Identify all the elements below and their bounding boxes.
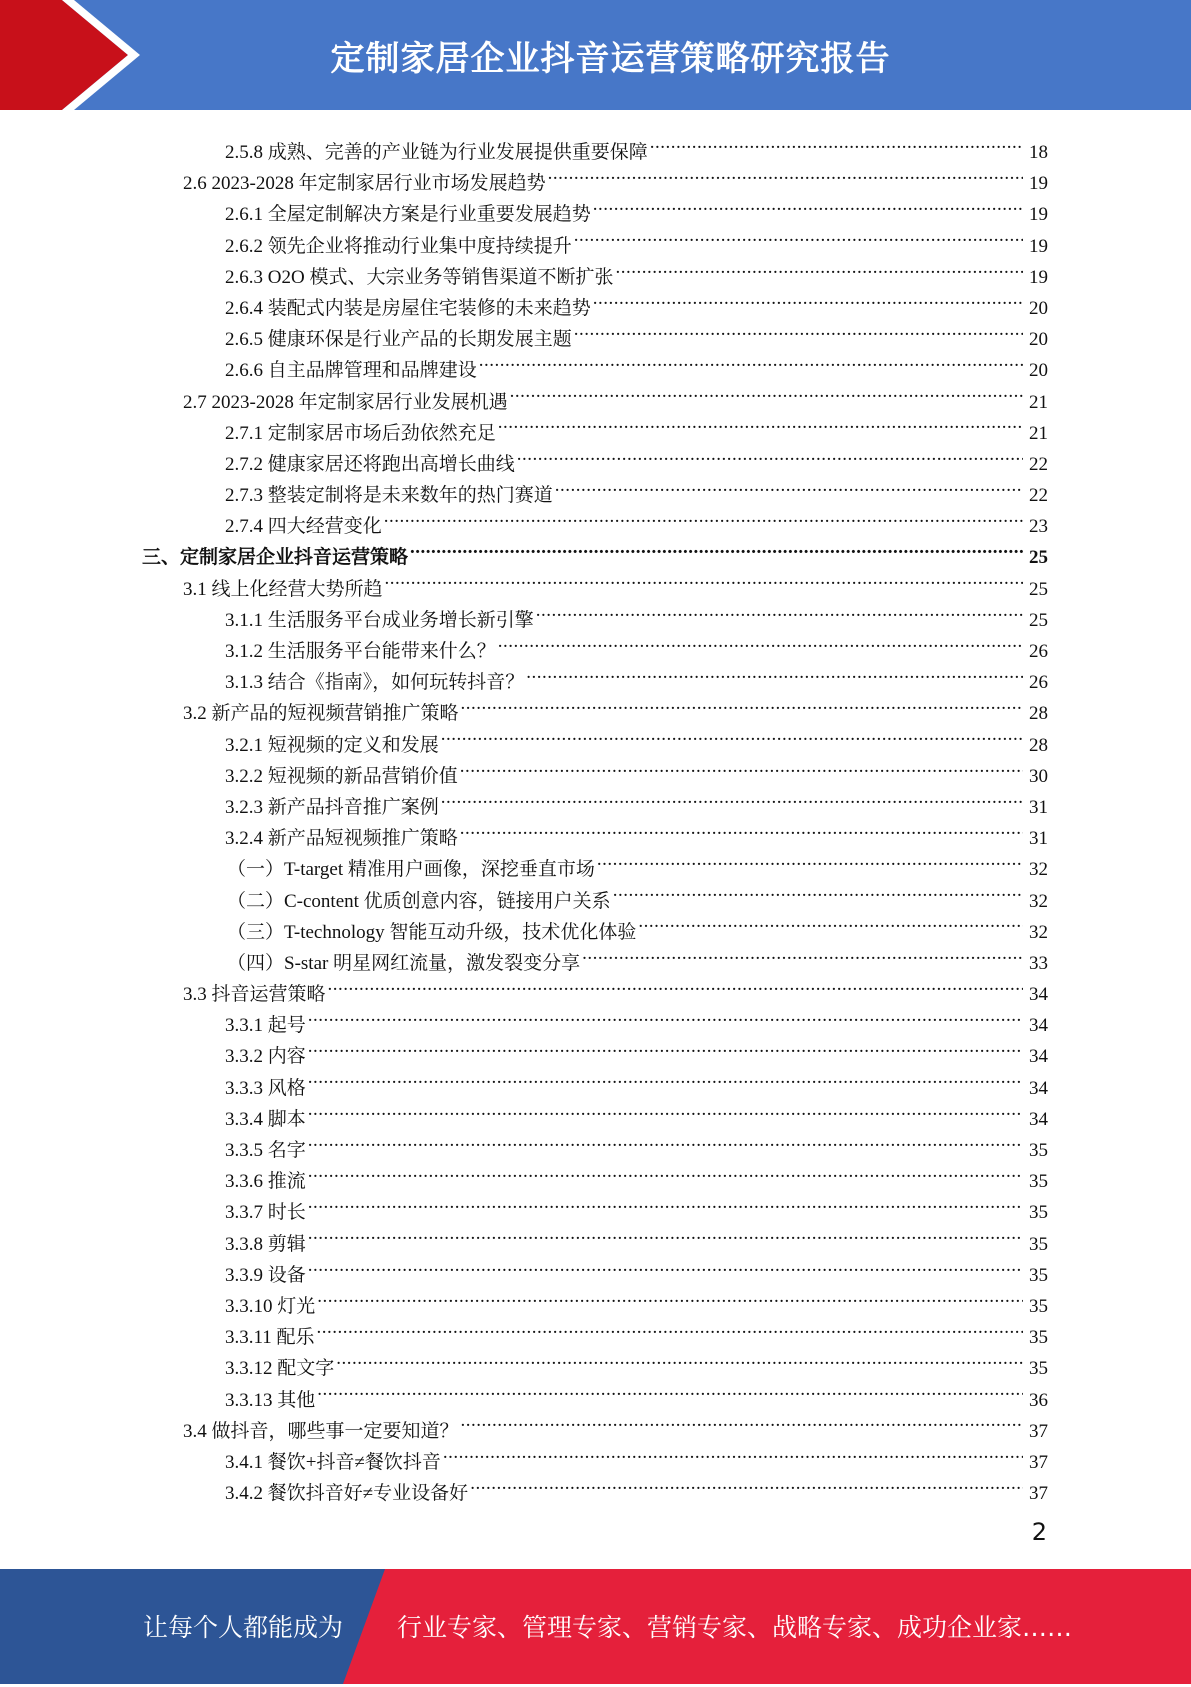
toc-dot-leader xyxy=(308,1125,1023,1156)
toc-entry-title: 2.7.2 健康家居还将跑出高增长曲线 xyxy=(225,453,515,475)
toc-entry-title: 3.3.10 灯光 xyxy=(225,1295,316,1317)
toc-entry[interactable] xyxy=(225,1468,1191,1505)
toc-entry-page: 22 xyxy=(1029,453,1048,475)
toc-entry[interactable] xyxy=(183,377,1191,413)
toc-entry-title: 3.4.2 餐饮抖音好≠专业设备好 xyxy=(225,1483,469,1505)
toc-entry-page: 25 xyxy=(1029,578,1048,600)
toc-entry[interactable] xyxy=(225,470,1191,507)
toc-dot-leader xyxy=(615,252,1023,283)
toc-dot-leader xyxy=(461,1406,1023,1437)
toc-entry-title: 3.1 线上化经营大势所趋 xyxy=(183,578,383,600)
toc-entry-page: 19 xyxy=(1029,235,1048,257)
toc-dot-leader xyxy=(582,938,1023,969)
toc-entry[interactable] xyxy=(225,782,1191,818)
toc-dot-leader xyxy=(526,657,1023,688)
toc-entry-title: 3.3.11 配乐 xyxy=(225,1327,315,1349)
toc-dot-leader xyxy=(308,1000,1023,1031)
toc-dot-leader xyxy=(498,626,1023,657)
toc-entry-title: 3.3.9 设备 xyxy=(225,1264,306,1286)
toc-entry[interactable] xyxy=(183,688,1191,725)
toc-entry[interactable] xyxy=(225,1063,1191,1099)
toc-entry-page: 23 xyxy=(1029,516,1048,538)
toc-entry-page: 19 xyxy=(1029,173,1048,195)
toc-entry-page: 35 xyxy=(1029,1202,1048,1224)
toc-entry[interactable] xyxy=(225,813,1191,850)
toc-entry-title: 3.3.12 配文字 xyxy=(225,1358,335,1380)
toc-entry-title: 3.3.3 风格 xyxy=(225,1077,306,1099)
toc-entry-title: 2.6.1 全屋定制解决方案是行业重要发展趋势 xyxy=(225,204,591,226)
toc-entry-title: 2.7 2023-2028 年定制家居行业发展机遇 xyxy=(183,391,508,413)
toc-dot-leader xyxy=(308,1219,1023,1250)
toc-entry-title: 3.4 做抖音，哪些事一定要知道？ xyxy=(183,1420,459,1442)
toc-dot-leader xyxy=(317,1312,1023,1343)
toc-entry-title: 2.6 2023-2028 年定制家居行业市场发展趋势 xyxy=(183,173,546,195)
toc-dot-leader xyxy=(460,751,1023,782)
toc-dot-leader xyxy=(517,439,1023,470)
toc-dot-leader xyxy=(308,1187,1023,1218)
toc-entry[interactable] xyxy=(225,314,1191,351)
toc-entry-page: 18 xyxy=(1029,142,1048,163)
footer-slogan: 让每个人都能成为 xyxy=(143,1613,344,1642)
toc-entry-page: 26 xyxy=(1029,641,1048,662)
toc-entry[interactable] xyxy=(225,345,1191,382)
toc-entry-page: 34 xyxy=(1029,984,1048,1006)
toc-dot-leader xyxy=(638,907,1023,938)
toc-entry[interactable] xyxy=(225,1125,1191,1161)
toc-entry-title: 3.2.1 短视频的定义和发展 xyxy=(225,734,439,756)
toc-entry-title: 3.1.1 生活服务平台成业务增长新引擎 xyxy=(225,609,534,631)
toc-entry-page: 21 xyxy=(1029,422,1048,444)
toc-entry[interactable] xyxy=(225,1437,1191,1473)
toc-entry[interactable] xyxy=(225,127,1191,163)
toc-entry[interactable] xyxy=(225,501,1191,538)
toc-entry-title: 2.7.4 四大经营变化 xyxy=(225,516,382,538)
toc-entry-title: 3.3.1 起号 xyxy=(225,1015,306,1037)
toc-entry[interactable] xyxy=(225,408,1191,444)
toc-entry-title: 3.3.7 时长 xyxy=(225,1202,306,1224)
toc-entry-page: 19 xyxy=(1029,204,1048,226)
toc-dot-leader xyxy=(336,1343,1023,1374)
toc-entry-page: 37 xyxy=(1029,1451,1048,1473)
toc-dot-leader xyxy=(536,595,1023,626)
toc-entry-title: （二）C-content 优质创意内容，链接用户关系 xyxy=(227,890,611,912)
toc-entry-title: 2.6.3 O2O 模式、大宗业务等销售渠道不断扩张 xyxy=(225,266,614,288)
toc-entry-page: 20 xyxy=(1029,297,1048,319)
toc-entry-page: 28 xyxy=(1029,734,1048,756)
toc-entry-title: 3.3.4 脚本 xyxy=(225,1108,306,1130)
toc-entry[interactable] xyxy=(227,876,1191,912)
toc-entry-title: 2.6.6 自主品牌管理和品牌建设 xyxy=(225,360,477,382)
toc-entry-page: 34 xyxy=(1029,1046,1048,1068)
toc-entry-page: 20 xyxy=(1029,329,1048,351)
toc-dot-leader xyxy=(308,1156,1023,1187)
toc-entry-page: 35 xyxy=(1029,1295,1048,1317)
toc-entry-title: 三、定制家居企业抖音运营策略 xyxy=(142,547,409,569)
toc-entry-page: 28 xyxy=(1029,703,1048,725)
toc-entry[interactable] xyxy=(227,844,1191,881)
toc-entry-title: 3.3 抖音运营策略 xyxy=(183,984,326,1006)
toc-dot-leader xyxy=(441,720,1023,751)
toc-entry-title: 2.6.5 健康环保是行业产品的长期发展主题 xyxy=(225,329,572,351)
toc-entry-page: 31 xyxy=(1029,828,1048,850)
toc-dot-leader xyxy=(308,1063,1023,1094)
toc-entry-title: 3.1.2 生活服务平台能带来什么？ xyxy=(225,641,496,662)
toc-entry-title: 2.5.8 成熟、完善的产业链为行业发展提供重要保障 xyxy=(225,142,648,163)
toc-entry-page: 32 xyxy=(1029,859,1048,881)
toc-entry-page: 19 xyxy=(1029,266,1048,288)
toc-entry-page: 34 xyxy=(1029,1108,1048,1130)
toc-entry-title: 3.2.2 短视频的新品营销价值 xyxy=(225,765,458,787)
toc-entry[interactable] xyxy=(225,189,1191,226)
toc-entry[interactable] xyxy=(225,1343,1191,1380)
footer-roles: 行业专家、管理专家、营销专家、战略专家、成功企业家…… xyxy=(397,1613,1073,1642)
toc-entry[interactable] xyxy=(142,532,1191,569)
toc-entry[interactable] xyxy=(183,1406,1191,1442)
toc-entry-page: 34 xyxy=(1029,1077,1048,1099)
toc-entry[interactable] xyxy=(183,158,1191,195)
toc-entry-page: 35 xyxy=(1029,1171,1048,1193)
page-number: 2 xyxy=(1031,1518,1047,1546)
toc-entry-title: （三）T-technology 智能互动升级，技术优化体验 xyxy=(227,921,637,943)
toc-entry[interactable] xyxy=(225,439,1191,475)
toc-entry-page: 37 xyxy=(1029,1420,1048,1442)
toc-entry[interactable] xyxy=(225,1031,1191,1068)
toc-dot-leader xyxy=(317,1375,1023,1406)
toc-entry-page: 22 xyxy=(1029,485,1048,507)
toc-entry[interactable] xyxy=(183,564,1191,600)
toc-entry-page: 35 xyxy=(1029,1233,1048,1255)
toc-dot-leader xyxy=(548,158,1023,189)
toc-entry[interactable] xyxy=(225,751,1191,787)
toc-entry-title: 3.2.4 新产品短视频推广策略 xyxy=(225,828,458,850)
toc-entry-title: 3.3.2 内容 xyxy=(225,1046,306,1068)
toc-entry[interactable] xyxy=(225,1219,1191,1255)
toc-entry-page: 25 xyxy=(1029,547,1048,569)
table-of-contents xyxy=(0,127,1191,1505)
toc-entry[interactable] xyxy=(227,907,1191,943)
toc-entry-title: 3.4.1 餐饮+抖音≠餐饮抖音 xyxy=(225,1451,441,1473)
toc-entry-page: 20 xyxy=(1029,360,1048,382)
toc-dot-leader xyxy=(498,408,1023,439)
toc-dot-leader xyxy=(479,345,1023,376)
toc-entry-page: 32 xyxy=(1029,890,1048,912)
toc-dot-leader xyxy=(385,564,1023,595)
toc-dot-leader xyxy=(308,1031,1023,1062)
toc-entry-page: 37 xyxy=(1029,1483,1048,1505)
toc-entry-page: 35 xyxy=(1029,1327,1048,1349)
toc-dot-leader xyxy=(470,1468,1023,1499)
toc-entry-page: 35 xyxy=(1029,1264,1048,1286)
toc-entry[interactable] xyxy=(225,1000,1191,1037)
toc-entry-title: 3.2.3 新产品抖音推广案例 xyxy=(225,796,439,818)
toc-entry[interactable] xyxy=(225,1281,1191,1317)
toc-entry-page: 33 xyxy=(1029,952,1048,974)
toc-entry-title: 3.1.3 结合《指南》，如何玩转抖音？ xyxy=(225,672,525,694)
toc-dot-leader xyxy=(597,844,1023,875)
toc-dot-leader xyxy=(461,688,1023,719)
toc-entry[interactable] xyxy=(225,1187,1191,1224)
toc-entry-title: （四）S-star 明星网红流量，激发裂变分享 xyxy=(227,952,581,974)
toc-entry-title: 2.6.2 领先企业将推动行业集中度持续提升 xyxy=(225,235,572,257)
report-title: 定制家居企业抖音运营策略研究报告 xyxy=(330,38,891,79)
toc-dot-leader xyxy=(650,127,1023,158)
toc-entry-page: 35 xyxy=(1029,1358,1048,1380)
toc-entry[interactable] xyxy=(225,1156,1191,1193)
toc-entry-page: 26 xyxy=(1029,672,1048,694)
toc-dot-leader xyxy=(593,189,1023,220)
toc-entry-title: 3.3.6 推流 xyxy=(225,1171,306,1193)
toc-dot-leader xyxy=(443,1437,1023,1468)
toc-entry[interactable] xyxy=(225,221,1191,257)
toc-dot-leader xyxy=(308,1094,1023,1125)
toc-entry[interactable] xyxy=(225,1094,1191,1130)
toc-entry-title: 2.7.1 定制家居市场后劲依然充足 xyxy=(225,422,496,444)
toc-entry[interactable] xyxy=(225,252,1191,288)
toc-entry-page: 32 xyxy=(1029,921,1048,943)
toc-entry[interactable] xyxy=(225,1312,1191,1349)
toc-entry-page: 30 xyxy=(1029,765,1048,787)
toc-entry-title: 3.3.13 其他 xyxy=(225,1389,316,1411)
toc-entry-page: 21 xyxy=(1029,391,1048,413)
toc-dot-leader xyxy=(384,501,1023,532)
toc-entry[interactable] xyxy=(225,657,1191,694)
toc-entry-title: 3.2 新产品的短视频营销推广策略 xyxy=(183,703,459,725)
toc-entry[interactable] xyxy=(227,938,1191,974)
toc-dot-leader xyxy=(574,221,1023,252)
toc-dot-leader xyxy=(574,314,1023,345)
toc-dot-leader xyxy=(613,876,1023,907)
toc-entry-page: 31 xyxy=(1029,796,1048,818)
toc-entry-page: 35 xyxy=(1029,1140,1048,1161)
toc-entry[interactable] xyxy=(225,1375,1191,1411)
toc-entry[interactable] xyxy=(225,595,1191,631)
toc-dot-leader xyxy=(410,532,1023,563)
toc-entry-page: 34 xyxy=(1029,1015,1048,1037)
toc-dot-leader xyxy=(555,470,1023,501)
toc-dot-leader xyxy=(593,283,1023,314)
toc-entry-title: 2.6.4 装配式内装是房屋住宅装修的未来趋势 xyxy=(225,297,591,319)
toc-dot-leader xyxy=(328,969,1023,1000)
toc-entry-title: （一）T-target 精准用户画像，深挖垂直市场 xyxy=(227,859,595,881)
toc-dot-leader xyxy=(441,782,1023,813)
toc-dot-leader xyxy=(317,1281,1023,1312)
toc-dot-leader xyxy=(510,377,1023,408)
toc-entry[interactable] xyxy=(225,626,1191,662)
toc-entry-title: 3.3.5 名字 xyxy=(225,1140,306,1161)
toc-dot-leader xyxy=(308,1250,1023,1281)
report-header xyxy=(0,0,1191,110)
toc-entry[interactable] xyxy=(225,283,1191,319)
toc-entry-title: 3.3.8 剪辑 xyxy=(225,1233,306,1255)
footer-banner xyxy=(0,1569,1191,1684)
toc-entry[interactable] xyxy=(225,720,1191,756)
toc-entry-page: 36 xyxy=(1029,1389,1048,1411)
toc-entry-page: 25 xyxy=(1029,609,1048,631)
toc-entry[interactable] xyxy=(183,969,1191,1006)
toc-dot-leader xyxy=(460,813,1023,844)
toc-entry-title: 2.7.3 整装定制将是未来数年的热门赛道 xyxy=(225,485,553,507)
toc-entry[interactable] xyxy=(225,1250,1191,1286)
